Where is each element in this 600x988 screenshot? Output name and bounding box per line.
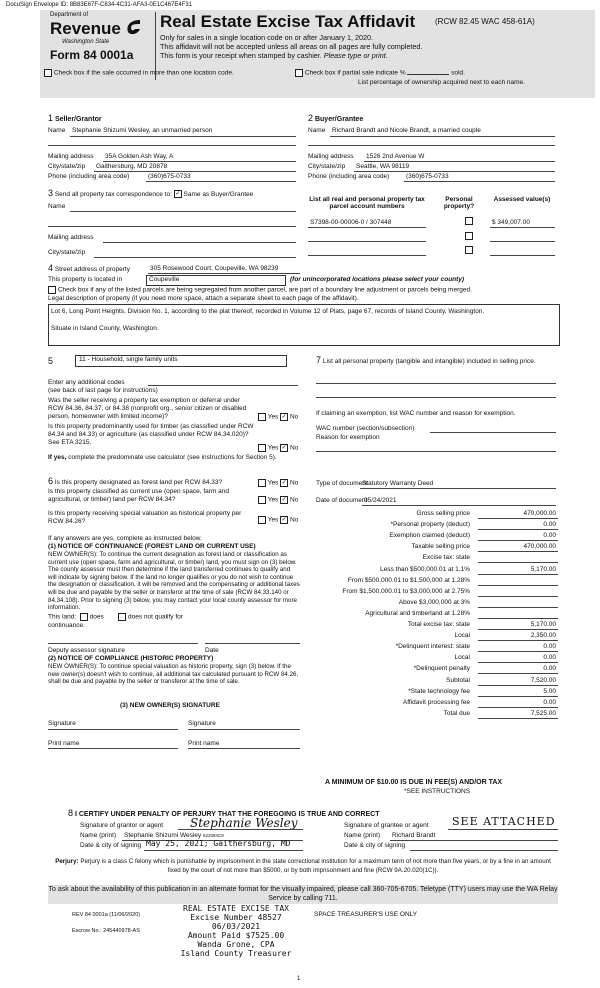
legal-line-1: Lot 6, Long Point Heights, Division No. 1, according to the plat thereof, recorded in Volume 12 of Plats, page 67, records of Island County, Washington. [51,308,485,315]
current-use-yes-checkbox[interactable] [258,496,266,504]
stamp-title: REAL ESTATE EXCISE TAX [183,904,289,913]
stamp-name: Wanda Grone, CPA [197,940,275,949]
seller-mail-label: Mailing address [48,153,94,160]
partial-sale-percent-input[interactable] [407,74,449,75]
buyer-name-line [330,136,555,137]
segregated-checkbox[interactable] [48,286,56,294]
tax-row-value[interactable]: 5,170.00 [530,565,556,573]
parcel-col-header: List all real and personal property tax parcel account numbers [309,196,425,210]
grantor-signature-line [178,829,303,830]
grantee-name-line [390,840,558,841]
revenue-logo-text: Revenue [50,19,121,38]
tax-row-line [478,673,558,674]
legal-label: Legal description of property (if you need more space, attach a separate sheet to each page of the affidavit). [48,295,359,302]
tax-row-line [478,607,558,608]
tax-row-line [478,618,558,619]
parcel-line-1 [308,227,426,228]
tax-row-line [478,640,558,641]
seller-mail[interactable]: 35A Golden Ash Way, A [105,153,174,160]
exemption-question: Was the seller receiving a property tax exemption or deferral under RCW 84.36, 84.37, or 84.38 (nonprofit org., senior citizen or disabled person, homeowner with limited income)? [48,397,247,420]
tax-row-line [478,585,558,586]
seller-heading: 1 Seller/Grantor [48,113,102,123]
located-label: This property is located in [48,276,123,283]
tax-row-label: Agricultural and timberland at 1.28% [365,609,470,617]
grantee-signature[interactable]: SEE ATTACHED [452,815,556,828]
notice-continuance-heading: (1) NOTICE OF CONTINUANCE (FOREST LAND OR CURRENT USE) [48,543,256,550]
exemption-claim-label: If claiming an exemption, list WAC number and reason for exemption. [316,410,516,417]
seller-city-label: City/state/zip [48,163,86,170]
buyer-city-label: City/state/zip [308,163,346,170]
form-title: Real Estate Excise Tax Affidavit [160,12,416,31]
tax-row-line [478,596,558,597]
tax-row-label: *State technology fee [408,687,470,695]
forest-yes-checkbox[interactable] [258,479,266,487]
grantor-signature-label: Signature of grantor or agent [80,822,164,829]
deputy-date-label: Date [205,647,219,654]
street-address[interactable]: 305 Rosewood Court, Coupeville, WA 98239 [150,265,279,272]
document-date[interactable]: 05/24/2021 [364,497,397,504]
parcel-line-3 [308,255,426,256]
assessed-col-header: Assessed value(s) [493,196,551,203]
exemption-no-checkbox[interactable]: ✓ [281,414,287,420]
buyer-city-line [354,171,555,172]
personal-property-checkbox-1[interactable] [465,217,473,225]
treasurer-receipt-stamp [158,904,314,958]
wac-number-label: WAC number (section/subsection) [316,425,415,432]
tax-row-line [478,696,558,697]
washington-state: Washington State [62,39,110,45]
sec3-city-label: City/state/zip [48,249,86,256]
current-use-question: Is this property classified as current use (open space, farm and agricultural, or timber) land per RCW 84.34? [48,488,230,503]
new-owner-signature-line-2 [188,729,300,730]
grantor-signature[interactable]: Stephanie Wesley [190,816,298,830]
forest-no-checkbox[interactable]: ✓ [281,480,287,486]
segregated-row: Check box if any of the listed parcels are being segregated from another parcel, are part of a boundary line adjustment or parcels being merged. [48,286,472,294]
tax-row-value[interactable]: 470,000.00 [523,543,556,551]
seller-name-line [70,136,296,137]
personal-property-checkbox-2[interactable] [465,232,473,240]
buyer-phone[interactable]: (360)675-0733 [406,173,449,180]
current-use-no-checkbox[interactable]: ✓ [281,497,287,503]
sec3-city-line [94,257,296,258]
seller-blank-line [48,145,296,146]
deputy-signature-label: Deputy assessor signature [48,647,125,654]
buyer-city[interactable]: Seattle, WA 98119 [356,163,410,170]
sec7-line-1 [316,383,556,384]
exemption-yes-checkbox[interactable] [258,413,266,421]
grantor-date-city[interactable]: May 25, 2021; Gaithersburg, MD [146,839,291,848]
assessed-line-3 [490,255,555,256]
exemption-reason-label: Reason for exemption [316,434,380,441]
use-code-select[interactable]: 11 - Household, single family units [75,355,287,367]
perjury-notice: Perjury: Perjury is a class C felony which is punishable by imprisonment in the state correctional institution for a maximum term of not more than five years, or by a fine in an amount fixed by the court of not more than $5000, or by both imprisonment and fine (RCW 9A.20.020(1C)). [55,858,551,874]
grantee-signature-label: Signature of grantee or agent [344,822,429,829]
tax-row-value[interactable]: 5.00 [543,687,556,695]
assessed-value[interactable]: $ 349,007.00 [492,219,530,226]
located-note: (for unincorporated locations please select your county) [290,276,465,283]
sec5-number: 5 [48,356,54,366]
tax-row-label: Subtotal [446,676,470,684]
tax-row-label: *Delinquent penalty [413,665,470,673]
minimum-due-note: A MINIMUM OF $10.00 IS DUE IN FEE(S) AND/OR TAX [325,779,503,786]
historic-yes-checkbox[interactable] [258,516,266,524]
document-type-line [360,488,556,489]
sec3-label: 3 Send all property tax correspondence to: ✓ Same as Buyer/Grantee [48,188,254,198]
tax-row-line [478,662,558,663]
rcw-citation: (RCW 82.45 WAC 458-61A) [435,17,535,26]
same-as-buyer-checkbox[interactable]: ✓ [175,191,181,198]
new-owner-print-line-2 [188,748,300,749]
wa-logo-icon [123,17,143,37]
tax-row-line [478,574,558,575]
buyer-phone-label: Phone (including area code) [308,173,390,180]
sec3-mail-label: Mailing address [48,234,94,241]
tax-row-line [478,685,558,686]
ownership-note: List percentage of ownership acquired next to each name. [358,79,525,86]
new-owner-signature-label-1: Signature [48,720,76,727]
document-date-label: Date of document [316,497,368,504]
certify-statement: 8 I CERTIFY UNDER PENALTY OF PERJURY THAT THE FOREGOING IS TRUE AND CORRECT [68,808,380,818]
document-type[interactable]: Statutory Warranty Deed [362,480,434,487]
forest-question: 6 Is this property designated as forest land per RCW 84.33? [48,476,223,486]
grantor-date-city-label: Date & city of signing [80,842,142,849]
tax-row-label: From $1,500,000.01 to $3,000,000 at 2.75% [342,587,470,595]
buyer-phone-line [404,181,555,182]
additional-codes-input [148,385,298,386]
tax-row-value[interactable]: 7,525.00 [530,709,556,717]
multi-location-row: Check box if the sale occurred in more than one location code. [44,69,234,77]
stamp-date: 06/03/2021 [211,922,261,931]
page-number: 1 [297,976,301,982]
document-date-line [362,505,556,506]
historic-no-checkbox[interactable]: ✓ [281,517,287,523]
parcel-number[interactable]: S7398-00-00006-0 / 307448 [310,219,392,226]
tax-row-value[interactable]: 0.00 [543,521,556,529]
notice-compliance-text: NEW OWNER(S): To continue special valuation as historic property, sign (3) below. If the new owner(s) doesn't wish to continue, all additional tax calculated pursuant to RCW 84.26, shall be due and payable by the seller or transferor at the time of sale. [48,663,299,686]
seller-mail-line [103,161,296,162]
this-land-row: This land: does does not qualify for [48,613,183,621]
personal-property-checkbox-3[interactable] [465,246,473,254]
new-owner-print-label-2: Print name [188,740,220,747]
street-address-line [148,273,300,274]
tax-row-value[interactable]: 0.00 [543,532,556,540]
tax-row-line [478,707,558,708]
sec7-label: 7 List all personal property (tangible and intangible) included in selling price. [316,355,536,365]
seller-phone-line [146,181,296,182]
form-number: Form 84 0001a [50,48,134,62]
personal-col-header: Personal property? [443,196,475,210]
tax-row-value[interactable]: 470,000.00 [523,510,556,517]
grantee-name-label: Name (print) [344,832,381,839]
header-line-2: This affidavit will not be accepted unless all areas on all pages are fully completed. [160,42,423,51]
partial-sale-row: Check box if partial sale indicate % sold. [295,69,465,77]
grantee-date-city-label: Date & city of signing [344,842,406,849]
tax-row-label: Taxable selling price [411,543,470,551]
buyer-name-label: Name [308,127,326,134]
grantor-name-label: Name (print) [80,832,117,839]
located-select[interactable]: Coupeville [146,275,286,286]
see-instructions-note: *SEE INSTRUCTIONS [404,788,471,795]
notice-continuance-text: NEW OWNER(S): To continue the current designation as forest land or classification as current use (open space, farm and agricultural, or timber) land, you must sign on (3) below. The county assessor must then determine if the land transferred continues to qualify and will indicate by signing below. If the land no longer qualifies or you do not wish to continue the designation or classification, it will be removed and the compensating or additional taxes will be due and payable by the seller or transferor at the time of sale (RCW 84.33.140 or 84.34.108). Prior to signing (3) below, you may contact your local county assessor for more information. [48,551,300,612]
tax-row-line [478,629,558,630]
tax-row-line [478,529,558,530]
historic-question: Is this property receiving special valuation as historical property per RCW 84.26? [48,510,242,525]
new-owner-signature-line-1 [48,729,178,730]
if-yes-note: If yes, complete the predominate use calculator (see instructions for Section 5). [48,454,277,461]
parcel-line-2 [308,241,426,242]
tax-row-label: Total due [443,709,470,717]
docusign-envelope-id: DocuSign Envelope ID: 8B83E67F-C834-4C31-AFA3-0E1C467E4F31 [6,2,193,8]
multi-location-checkbox[interactable] [44,69,52,77]
seller-name-label: Name [48,127,66,134]
deputy-date-line [205,643,300,644]
tax-row-label: Local [454,654,470,662]
timber-no-checkbox[interactable]: ✓ [281,445,287,451]
exemption-reason-line [316,451,556,452]
tax-row-value[interactable]: 0.00 [543,654,556,662]
tax-row-value[interactable]: 5,170.00 [530,621,556,628]
tax-row-line [478,718,558,719]
stamp-excise-number: Excise Number 48527 [190,913,282,922]
new-owner-signature-heading: (3) NEW OWNER(S) SIGNATURE [120,702,220,709]
additional-codes-label: Enter any additional codes [48,379,125,386]
timber-yes-no: Yes ✓ No [258,444,298,452]
tax-row-label: *Delinquent interest: state [395,643,470,651]
historic-yes-no: Yes ✓ No [258,516,298,524]
buyer-heading: 2 Buyer/Grantee [308,113,364,123]
assessed-line-2 [490,241,555,242]
exemption-yes-no: Yes ✓ No [258,413,298,421]
tax-row-label: Less than $500,000.01 at 1.1% [380,565,470,573]
tax-row-label: Total excise tax: state [407,621,470,628]
tax-row-line [478,651,558,652]
header-line-1: Only for sales in a single location code on or after January 1, 2020. [160,33,373,42]
legal-description-box[interactable] [48,304,560,346]
any-yes-note: If any answers are yes, complete as instructed below. [48,535,202,542]
tax-row-value[interactable]: 0.00 [543,643,556,651]
partial-sale-checkbox[interactable] [295,69,303,77]
street-address-label: 4 Street address of property [48,263,130,273]
buyer-mail-label: Mailing address [308,153,354,160]
legal-line-2: Situate in Island County, Washington. [51,325,159,332]
wac-number-input [430,432,556,433]
tax-row-line [478,540,558,541]
seller-city[interactable]: Gaithersburg, MD 20878 [96,163,168,170]
new-owner-print-line-1 [48,748,178,749]
seller-name[interactable]: Stephanie Shizumi Wesley, an unmarried person [72,127,213,134]
grantor-date-city-line [144,850,303,851]
alternate-format-note: To ask about the availability of this publication in an alternate format for the visually impaired, please call 360-705-6705. Teletype (TTY) users may use the WA Relay Service by calling 711. [48,886,558,902]
dept-of: Department of [50,12,89,18]
seller-city-line [94,171,296,172]
buyer-mail[interactable]: 1526 2nd Avenue W [366,153,425,160]
does-not-checkbox[interactable] [118,613,126,621]
header-line-3: This form is your receipt when stamped by cashier. Please type or print. [160,51,388,60]
timber-yes-checkbox[interactable] [258,444,266,452]
tax-row-label: From $500,000.01 to $1,500,000 at 1.28% [347,576,470,584]
grantee-date-city-line [410,850,558,851]
grantor-name[interactable]: Stephanie Shizumi Wesley 522084C8 [124,832,224,839]
forest-yes-no: Yes ✓ No [258,479,298,487]
seller-phone[interactable]: (360)675-0733 [148,173,191,180]
tax-row-label: *Personal property (deduct) [390,521,470,529]
seller-phone-label: Phone (including area code) [48,173,130,180]
notice-compliance-heading: (2) NOTICE OF COMPLIANCE (HISTORIC PROPERTY) [48,655,214,662]
tax-row-line [478,551,558,552]
current-use-yes-no: Yes ✓ No [258,496,298,504]
see-back-note: (see back of last page for instructions) [48,387,158,394]
tax-row-value[interactable]: 7,520.00 [530,676,556,684]
stamp-office: Island County Treasurer [180,949,292,958]
grantee-signature-line [448,829,558,830]
tax-row-value[interactable]: 2,350.00 [530,632,556,640]
buyer-mail-line [364,161,555,162]
tax-row-line [478,562,558,563]
timber-question: Is this property predominantly used for timber (as classified under RCW 84.34 and 84.33) or agriculture (as classified under RCW 84.34.020)? See ETA 3215. [48,423,254,446]
tax-row-label: Excise tax: state [422,554,470,562]
sec3-mail-line [103,242,296,243]
tax-row-label: Above $3,000,000 at 3% [398,598,470,606]
buyer-name[interactable]: Richard Brandt and Nicole Brandt, a married couple [332,127,481,134]
assessed-line-1 [490,227,555,228]
new-owner-signature-label-2: Signature [188,720,216,727]
tax-row-label: Gross selling price [416,510,470,517]
escrow-number: Escrow No.: 245440978-AS [72,928,140,934]
deputy-signature-line [48,643,198,644]
sec3-blank-line [48,226,296,227]
new-owner-print-label-1: Print name [48,740,80,747]
tax-row-label: Local [454,632,470,640]
grantee-name[interactable]: Richard Brandt [392,832,436,839]
tax-row-line [478,518,558,519]
treasurer-use-label: SPACE TREASURER'S USE ONLY [314,911,418,918]
sec7-line-2 [316,397,556,398]
tax-row-label: Exemption claimed (deduct) [389,532,470,540]
tax-row-value[interactable]: 0.00 [543,698,556,706]
tax-row-value[interactable]: 0.00 [543,665,556,673]
buyer-blank-line [308,145,555,146]
continuance-word: continuance. [48,622,85,629]
sec3-name-line [70,211,296,212]
does-checkbox[interactable] [80,613,88,621]
revision-label: REV 84 0001a (11/06/2020) [72,912,141,918]
tax-row-label: Affidavit processing fee [402,698,470,706]
stamp-amount-paid: Amount Paid $7525.00 [187,931,285,940]
sec3-name-label: Name [48,203,66,210]
document-type-label: Type of document [316,480,368,487]
